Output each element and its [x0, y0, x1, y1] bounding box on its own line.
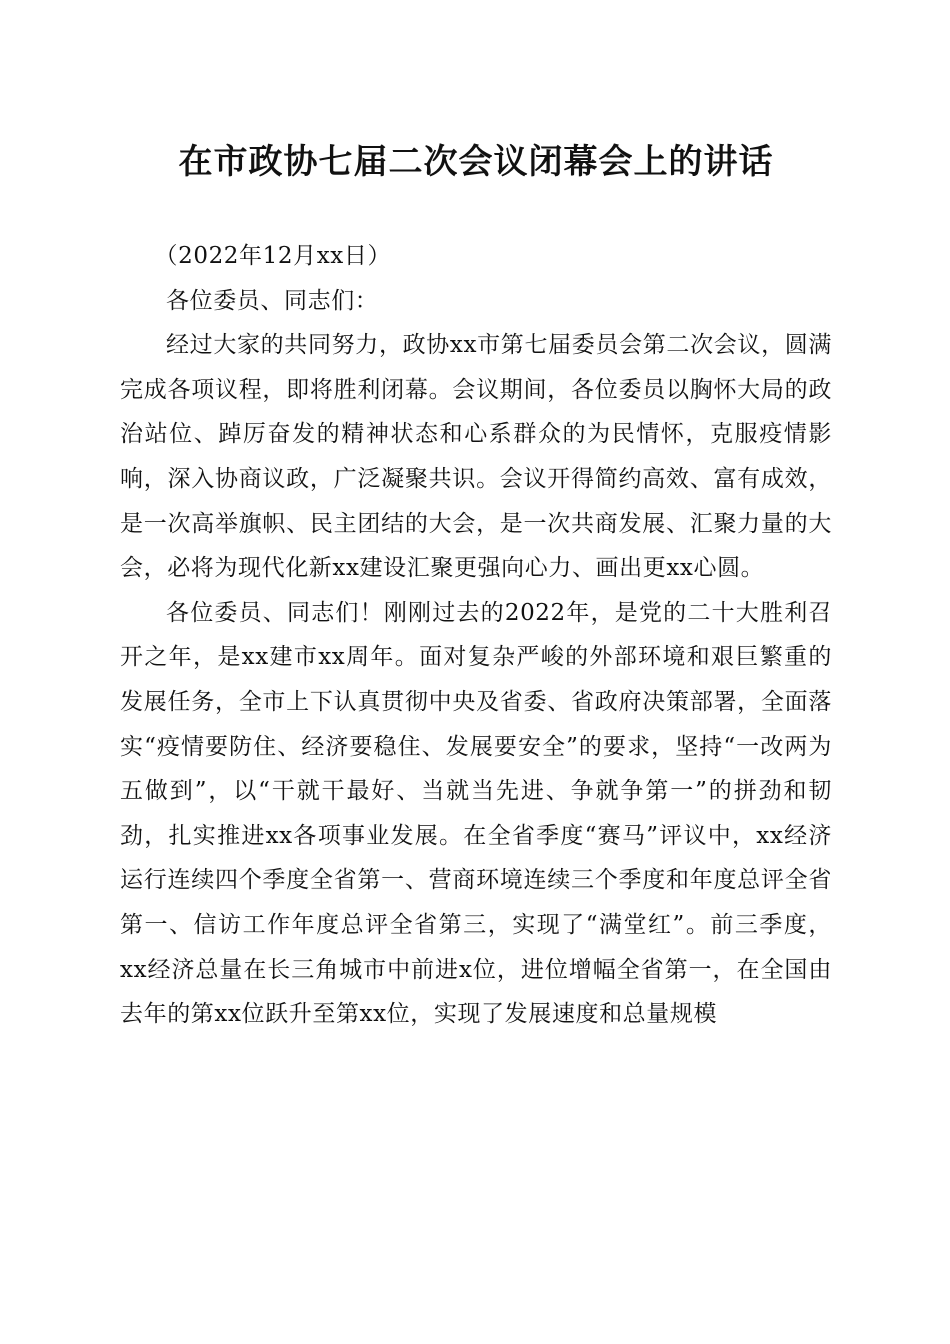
- body-paragraph-1: 经过大家的共同努力，政协xx市第七届委员会第二次会议，圆满完成各项议程，即将胜利闭幕。会议期间，各位委员以胸怀大局的政治站位、踔厉奋发的精神状态和心系群众的为民情怀，克服疫情影响，深入协商议政，广泛凝聚共识。会议开得简约高效、富有成效，是一次高举旗帜、民主团结的大会，是一次共商发展、汇聚力量的大会，必将为现代化新xx建设汇聚更强向心力、画出更xx心圆。: [120, 332, 832, 582]
- document-title: 在市政协七届二次会议闭幕会上的讲话: [178, 142, 774, 182]
- speech-date: （2022年12月xx日）: [154, 243, 392, 269]
- body-paragraph-2: 各位委员、同志们！刚刚过去的2022年，是党的二十大胜利召开之年，是xx建市xx周年。面对复杂严峻的外部环境和艰巨繁重的发展任务，全市上下认真贯彻中央及省委、省政府决策部署，全面落实“疫情要防住、经济要稳住、发展要安全”的要求，坚持“一改两为五做到”，以“干就干最好、当就当先进、争就争第一”的拼劲和韧劲，扎实推进xx各项事业发展。在全省季度“赛马”评议中，xx经济运行连续四个季度全省第一、营商环境连续三个季度和年度总评全省第一、信访工作年度总评全省第三，实现了“满堂红”。前三季度，xx经济总量在长三角城市中前进x位，进位增幅全省第一，在全国由去年的第xx位跃升至第xx位，实现了发展速度和总量规模: [120, 599, 832, 1028]
- salutation: 各位委员、同志们：: [166, 287, 379, 314]
